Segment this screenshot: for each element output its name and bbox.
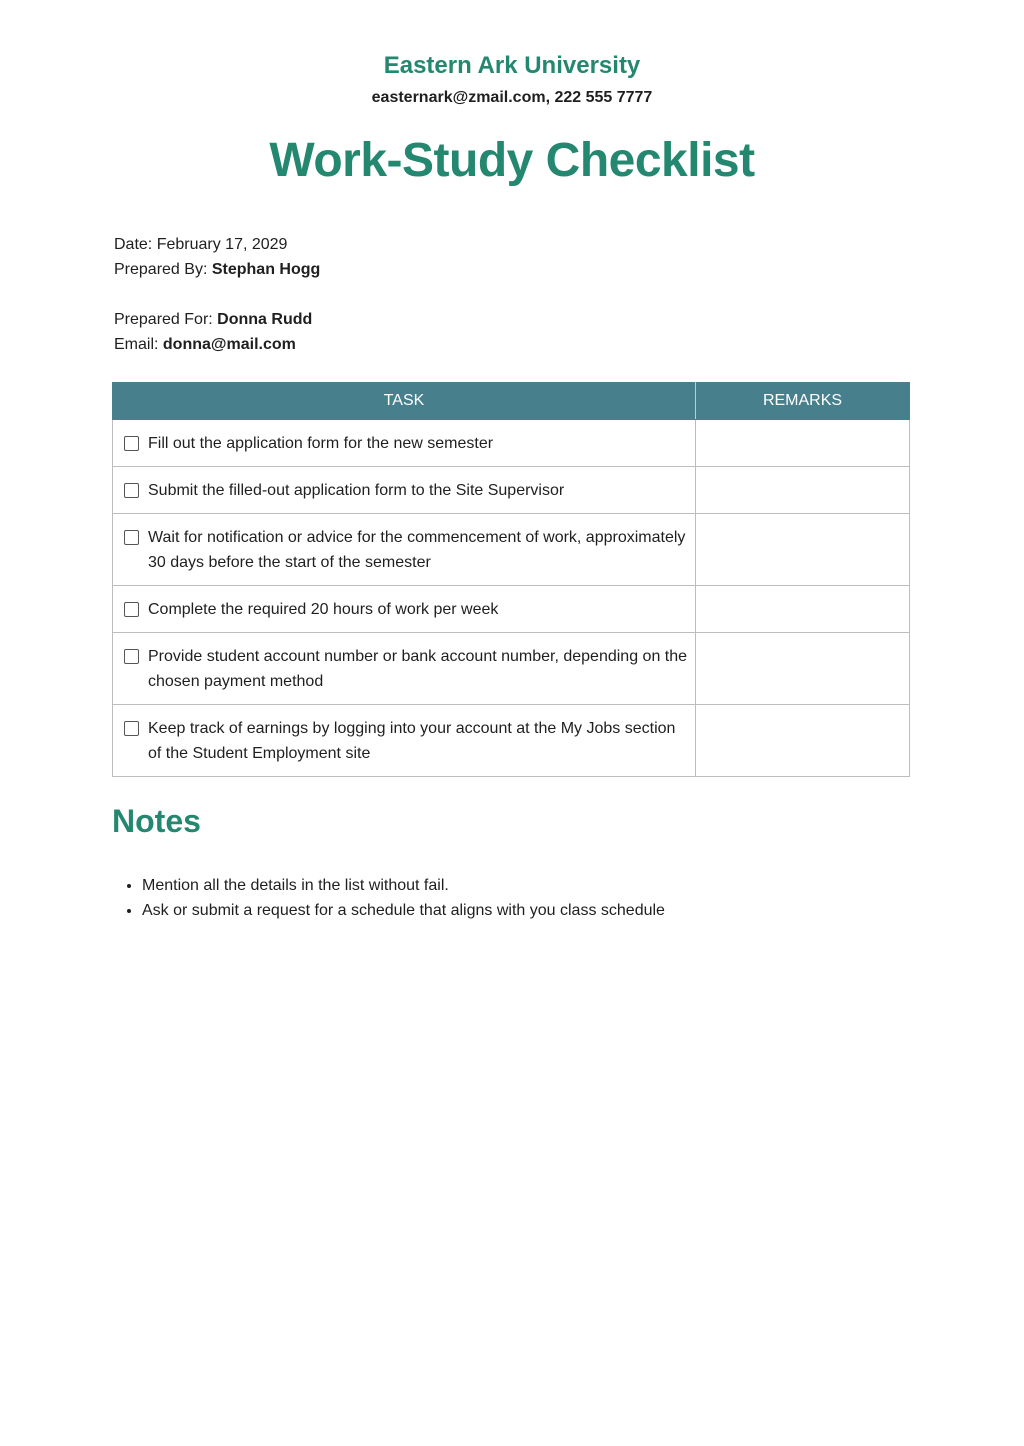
remarks-cell[interactable] [696, 705, 910, 777]
remarks-cell[interactable] [696, 467, 910, 514]
task-checkbox[interactable] [124, 721, 139, 736]
task-text: Keep track of earnings by logging into your account at the My Jobs section of the Student Employment site [148, 720, 676, 762]
remarks-cell[interactable] [696, 633, 910, 705]
task-checkbox[interactable] [124, 436, 139, 451]
date-value: February 17, 2029 [156, 236, 288, 253]
remarks-column-header: REMARKS [696, 383, 910, 420]
task-checkbox[interactable] [124, 649, 139, 664]
notes-list [114, 873, 665, 923]
task-checkbox[interactable] [124, 483, 139, 498]
email-line [114, 332, 296, 357]
date-line [114, 232, 287, 257]
table-row [113, 705, 910, 777]
task-cell [113, 514, 696, 586]
task-text: Submit the filled-out application form to the Site Supervisor [148, 482, 565, 499]
prepared-for-value: Donna Rudd [217, 311, 313, 328]
prepared-by-value: Stephan Hogg [211, 261, 321, 278]
email-value: donna@mail.com [162, 336, 296, 353]
table-row [113, 514, 910, 586]
task-cell [113, 633, 696, 705]
checklist-table [112, 382, 910, 777]
notes-heading: Notes [112, 803, 201, 839]
task-cell [113, 705, 696, 777]
notes-list-item: • Mention all the details in the list without fail. [142, 873, 665, 898]
task-cell [113, 586, 696, 633]
task-column-header: TASK [113, 383, 696, 420]
remarks-cell[interactable] [696, 586, 910, 633]
task-text: Provide student account number or bank account number, depending on the chosen payment method [148, 648, 688, 690]
organization-name: Eastern Ark University [383, 52, 641, 79]
document-title: Work-Study Checklist [269, 134, 755, 187]
task-checkbox[interactable] [124, 530, 139, 545]
table-header-row [113, 383, 910, 420]
task-cell [113, 420, 696, 467]
email-label: Email: [114, 336, 159, 353]
task-checkbox[interactable] [124, 602, 139, 617]
table-row [113, 420, 910, 467]
prepared-for-label: Prepared For: [114, 311, 213, 328]
remarks-cell[interactable] [696, 514, 910, 586]
table-row [113, 586, 910, 633]
remarks-cell[interactable] [696, 420, 910, 467]
notes-list-item: • Ask or submit a request for a schedule that aligns with you class schedule [142, 898, 665, 923]
prepared-by-line [114, 257, 320, 282]
table-row [113, 633, 910, 705]
task-text: Fill out the application form for the new semester [148, 435, 494, 452]
prepared-for-line [114, 307, 312, 332]
task-text: Wait for notification or advice for the commencement of work, approximately 30 days before the start of the semester [148, 529, 686, 571]
task-cell [113, 467, 696, 514]
date-label: Date: [114, 236, 153, 253]
task-text: Complete the required 20 hours of work per week [148, 601, 499, 618]
table-row [113, 467, 910, 514]
organization-contact: easternark@zmail.com, 222 555 7777 [371, 89, 653, 106]
prepared-by-label: Prepared By: [114, 261, 208, 278]
